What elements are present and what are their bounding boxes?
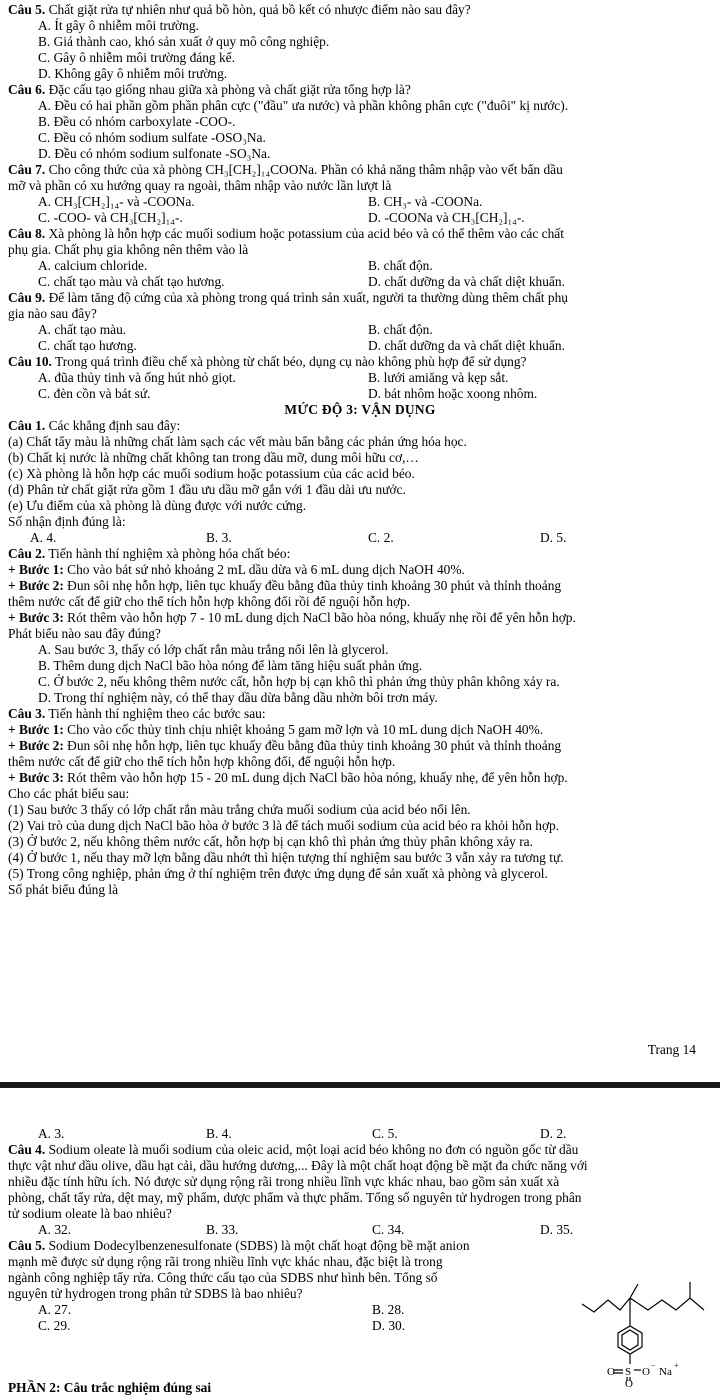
q6-option-a: A. Đều có hai phần gồm phần phân cực ("đầu" ưa nước) và phần không phân cực ("đuôi" kị nước). bbox=[38, 98, 569, 113]
sulfonate-o-bottom: O bbox=[625, 1378, 633, 1390]
q6-stem: Câu 6. Đặc cấu tạo giống nhau giữa xà phòng và chất giặt rửa tổng hợp là? bbox=[8, 82, 411, 97]
q6-option-d: D. Đều có nhóm sodium sulfonate -SO₃Na. bbox=[38, 146, 271, 161]
sulfonate-o-left: O bbox=[607, 1366, 615, 1378]
sdbs-structure bbox=[578, 1240, 718, 1390]
q7-option-b: B. CH₃- và -COONa. bbox=[368, 194, 483, 209]
q10-option-d: D. bát nhôm hoặc xoong nhôm. bbox=[368, 386, 538, 401]
q5-option-d: D. Không gây ô nhiễm môi trường. bbox=[38, 66, 228, 81]
l3-q1-statement-a: (a) Chất tẩy màu là những chất làm sạch các vết màu bẩn bằng các phản ứng hóa học. bbox=[8, 434, 467, 449]
l3-q4-option-a: A. 32. bbox=[38, 1222, 72, 1237]
l3-q3-option-c: C. 5. bbox=[372, 1126, 398, 1141]
l3-q1-statement-e: (e) Ưu điểm của xà phòng là dùng được với nước cứng. bbox=[8, 498, 307, 513]
q9-option-a: A. chất tạo màu. bbox=[38, 322, 127, 337]
sulfonate-s: S bbox=[625, 1366, 632, 1378]
l3-q5-stem: Câu 5. Sodium Dodecylbenzenesulfonate (SDBS) là một chất hoạt động bề mặt anion bbox=[8, 1238, 470, 1253]
q6-option-b: B. Đều có nhóm carboxylate -COO-. bbox=[38, 114, 236, 129]
l3-q2-step-3: + Bước 3: Rót thêm vào hỗn hợp 7 - 10 mL dung dịch NaCl bão hòa nóng, khuấy nhẹ rồi để yên hỗn hợp. bbox=[8, 610, 576, 625]
q7-stem-cont: mỡ và phần có xu hướng quay ra ngoài, thâm nhập vào nước lần lượt là bbox=[8, 178, 392, 193]
minus-charge: − bbox=[651, 1361, 656, 1370]
l3-q5-line-3: ngành công nghiệp tẩy rửa. Công thức cấu tạo của SDBS như hình bên. Tổng số bbox=[8, 1270, 438, 1285]
q8-option-a: A. calcium chloride. bbox=[38, 258, 148, 273]
l3-q4-line-4: phòng, chất tẩy rửa, dệt may, mỹ phẩm, dược phẩm và thực phẩm. Tổng số nguyên tử hydrogen trong phân bbox=[8, 1190, 582, 1205]
q5-stem: Câu 5. Chất giặt rửa tự nhiên như quả bồ hòn, quả bồ kết có nhược điểm nào sau đây? bbox=[8, 2, 471, 17]
q9-option-c: C. chất tạo hương. bbox=[38, 338, 137, 353]
l3-q3-statement-1: (1) Sau bước 3 thấy có lớp chất rắn màu trắng chứa muối sodium của acid béo nổi lên. bbox=[8, 802, 471, 817]
q8-stem-cont: phụ gia. Chất phụ gia không nên thêm vào là bbox=[8, 242, 249, 257]
alkyl-chain-left bbox=[582, 1298, 630, 1312]
l3-q2-option-a: A. Sau bước 3, thấy có lớp chất rắn màu trắng nổi lên là glycerol. bbox=[38, 642, 389, 657]
q10-option-b: B. lưới amiăng và kẹp sắt. bbox=[368, 370, 509, 385]
l3-q5-option-b: B. 28. bbox=[372, 1302, 405, 1317]
q5-option-a: A. Ít gây ô nhiễm môi trường. bbox=[38, 18, 199, 33]
l3-q4-option-c: C. 34. bbox=[372, 1222, 405, 1237]
l3-q5-option-a: A. 27. bbox=[38, 1302, 72, 1317]
l3-q1-option-b: B. 3. bbox=[206, 530, 232, 545]
page-15 bbox=[0, 1090, 720, 1395]
l3-q3-statement-4: (4) Ở bước 1, nếu thay mỡ lợn bằng dầu nhớt thì hiện tượng thí nghiệm sau bước 3 vẫn xảy ra tương tự. bbox=[8, 850, 564, 865]
l3-q5-line-4: nguyên tử hydrogen trong phân tử SDBS là bao nhiêu? bbox=[8, 1286, 303, 1301]
q8-stem: Câu 8. Xà phòng là hỗn hợp các muối sodium hoặc potassium của acid béo và có thể thêm vào các chất bbox=[8, 226, 564, 241]
q9-option-d: D. chất dưỡng da và chất diệt khuẩn. bbox=[368, 338, 565, 353]
l3-q1-stem: Câu 1. Các khẳng định sau đây: bbox=[8, 418, 181, 433]
l3-q3-option-a: A. 3. bbox=[38, 1126, 65, 1141]
q6-option-c: C. Đều có nhóm sodium sulfate -OSO₃Na. bbox=[38, 130, 266, 145]
l3-q3-option-b: B. 4. bbox=[206, 1126, 232, 1141]
benzene-inner bbox=[622, 1330, 638, 1350]
l3-q3-statement-2: (2) Vai trò của dung dịch NaCl bão hòa ở bước 3 là để tách muối sodium của acid béo ra khỏi hỗn hợp. bbox=[8, 818, 560, 833]
l3-q4-line-3: nhiều đặc tính hữu ích. Nó được sử dụng rộng rãi trong nhiều lĩnh vực khác nhau, bao gồm sản xuất xà bbox=[8, 1174, 560, 1189]
l3-q1-option-a: A. 4. bbox=[30, 530, 57, 545]
l3-q2-option-c: C. Ở bước 2, nếu không thêm nước cất, hỗn hợp bị cạn khô thì phản ứng thủy phân không xảy ra. bbox=[38, 674, 560, 689]
l3-q3-step-2-cont: thêm nước cất để giữ cho thể tích hỗn hợp không đổi, để nguội hỗn hợp. bbox=[8, 754, 396, 769]
l3-q1-statement-b: (b) Chất kị nước là những chất không tan trong dầu mỡ, dung môi hữu cơ,… bbox=[8, 450, 419, 465]
l3-q4-line-2: thực vật như dầu olive, dầu hạt cải, dầu hướng dương,... Đây là một chất hoạt động bề mặt đa chức năng với bbox=[8, 1158, 588, 1173]
sulfonate-o-right: O bbox=[642, 1366, 650, 1378]
l3-q3-option-d: D. 2. bbox=[540, 1126, 567, 1141]
q7-option-a: A. CH₃[CH₂]₁₄- và -COONa. bbox=[38, 194, 195, 209]
l3-q3-intro: Cho các phát biểu sau: bbox=[8, 786, 130, 801]
q8-option-c: C. chất tạo màu và chất tạo hương. bbox=[38, 274, 225, 289]
part-2-heading-cut: PHẦN 2: Câu trắc nghiệm đúng sai bbox=[8, 1380, 212, 1395]
l3-q4-stem: Câu 4. Sodium oleate là muối sodium của oleic acid, một loại acid béo không no đơn có nguồn gốc từ dầu bbox=[8, 1142, 579, 1157]
level-3-heading: MỨC ĐỘ 3: VẬN DỤNG bbox=[284, 402, 436, 417]
l3-q1-option-d: D. 5. bbox=[540, 530, 567, 545]
q7-option-c: C. -COO- và CH₃[CH₂]₁₄-. bbox=[38, 210, 183, 225]
l3-q3-ask: Số phát biểu đúng là bbox=[8, 882, 119, 897]
l3-q3-statement-3: (3) Ở bước 2, nếu không thêm nước cất, hỗn hợp bị cạn khô thì phản ứng thủy phân không xảy ra. bbox=[8, 834, 533, 849]
l3-q1-statement-d: (d) Phân tử chất giặt rửa gồm 1 đầu ưu dầu mỡ gắn với 1 đầu dài ưu nước. bbox=[8, 482, 406, 497]
l3-q4-line-5: tử sodium oleate là bao nhiêu? bbox=[8, 1206, 172, 1221]
q7-stem: Câu 7. Cho công thức của xà phòng CH₃[CH₂]₁₄COONa. Phần có khả năng thâm nhập vào vết bẩn dầu bbox=[8, 162, 563, 177]
l3-q3-statement-5: (5) Trong công nghiệp, phản ứng ở thí nghiệm trên được ứng dụng để sản xuất xà phòng và glycerol. bbox=[8, 866, 548, 881]
l3-q2-stem: Câu 2. Tiến hành thí nghiệm xà phòng hóa chất béo: bbox=[8, 546, 291, 561]
l3-q4-option-b: B. 33. bbox=[206, 1222, 239, 1237]
l3-q5-option-c: C. 29. bbox=[38, 1318, 71, 1333]
l3-q2-step-1: + Bước 1: Cho vào bát sứ nhỏ khoảng 2 mL dầu dừa và 6 mL dung dịch NaOH 40%. bbox=[8, 562, 465, 577]
l3-q2-ask: Phát biểu nào sau đây đúng? bbox=[8, 626, 161, 641]
l3-q3-step-3: + Bước 3: Rót thêm vào hỗn hợp 15 - 20 mL dung dịch NaCl bão hòa nóng, khuấy nhẹ, để yên hỗn hợp. bbox=[8, 770, 568, 785]
q5-option-c: C. Gây ô nhiễm môi trường đáng kể. bbox=[38, 50, 235, 65]
l3-q5-option-d: D. 30. bbox=[372, 1318, 406, 1333]
sodium-label: Na bbox=[659, 1366, 672, 1378]
q10-option-c: C. đèn cồn và bát sứ. bbox=[38, 386, 151, 401]
q9-option-b: B. chất độn. bbox=[368, 322, 433, 337]
q8-option-b: B. chất độn. bbox=[368, 258, 433, 273]
l3-q1-option-c: C. 2. bbox=[368, 530, 394, 545]
q8-option-d: D. chất dưỡng da và chất diệt khuẩn. bbox=[368, 274, 565, 289]
l3-q1-ask: Số nhận định đúng là: bbox=[8, 514, 126, 529]
q9-stem-cont: gia nào sau đây? bbox=[8, 306, 97, 321]
q5-option-b: B. Giá thành cao, khó sản xuất ở quy mô công nghiệp. bbox=[38, 34, 330, 49]
l3-q5-line-2: mạnh mẽ được sử dụng rộng rãi trong nhiều lĩnh vực khác nhau, đặc biệt là trong bbox=[8, 1254, 443, 1269]
l3-q2-step-2-cont: thêm nước cất để giữ cho thể tích hỗn hợp không đổi rồi để nguội hỗn hợp. bbox=[8, 594, 411, 609]
s-o-double-left bbox=[614, 1370, 623, 1373]
l3-q3-step-1: + Bước 1: Cho vào cốc thủy tinh chịu nhiệt khoảng 5 gam mỡ lợn và 10 mL dung dịch NaOH 40%. bbox=[8, 722, 544, 737]
l3-q2-step-2: + Bước 2: Đun sôi nhẹ hỗn hợp, liên tục khuấy đều bằng đũa thủy tinh khoảng 30 phút và thỉnh thoảng bbox=[8, 578, 562, 593]
alkyl-chain-right bbox=[630, 1298, 704, 1310]
l3-q3-stem: Câu 3. Tiến hành thí nghiệm theo các bước sau: bbox=[8, 706, 266, 721]
l3-q3-step-2: + Bước 2: Đun sôi nhẹ hỗn hợp, liên tục khuấy đều bằng đũa thủy tinh khoảng 30 phút và thỉnh thoảng bbox=[8, 738, 562, 753]
l3-q1-statement-c: (c) Xà phòng là hỗn hợp các muối sodium hoặc potassium của các acid béo. bbox=[8, 466, 415, 481]
alkyl-branch bbox=[630, 1284, 638, 1298]
q7-option-d: D. -COONa và CH₃[CH₂]₁₄-. bbox=[368, 210, 525, 225]
page-number: Trang 14 bbox=[647, 1042, 696, 1057]
l3-q2-option-d: D. Trong thí nghiệm này, có thể thay dầu dừa bằng dầu nhờn bôi trơn máy. bbox=[38, 690, 438, 705]
q10-option-a: A. đũa thủy tinh và ống hút nhỏ giọt. bbox=[38, 370, 236, 385]
l3-q2-option-b: B. Thêm dung dịch NaCl bão hòa nóng để làm tăng hiệu suất phản ứng. bbox=[38, 658, 423, 673]
l3-q4-option-d: D. 35. bbox=[540, 1222, 574, 1237]
page-separator bbox=[0, 1062, 720, 1090]
q10-stem: Câu 10. Trong quá trình điều chế xà phòng từ chất béo, dụng cụ nào không phù hợp để sử dụng? bbox=[8, 354, 527, 369]
plus-charge: + bbox=[674, 1361, 679, 1370]
q9-stem: Câu 9. Để làm tăng độ cứng của xà phòng trong quá trình sản xuất, người ta thường dùng thêm chất phụ bbox=[8, 290, 568, 305]
